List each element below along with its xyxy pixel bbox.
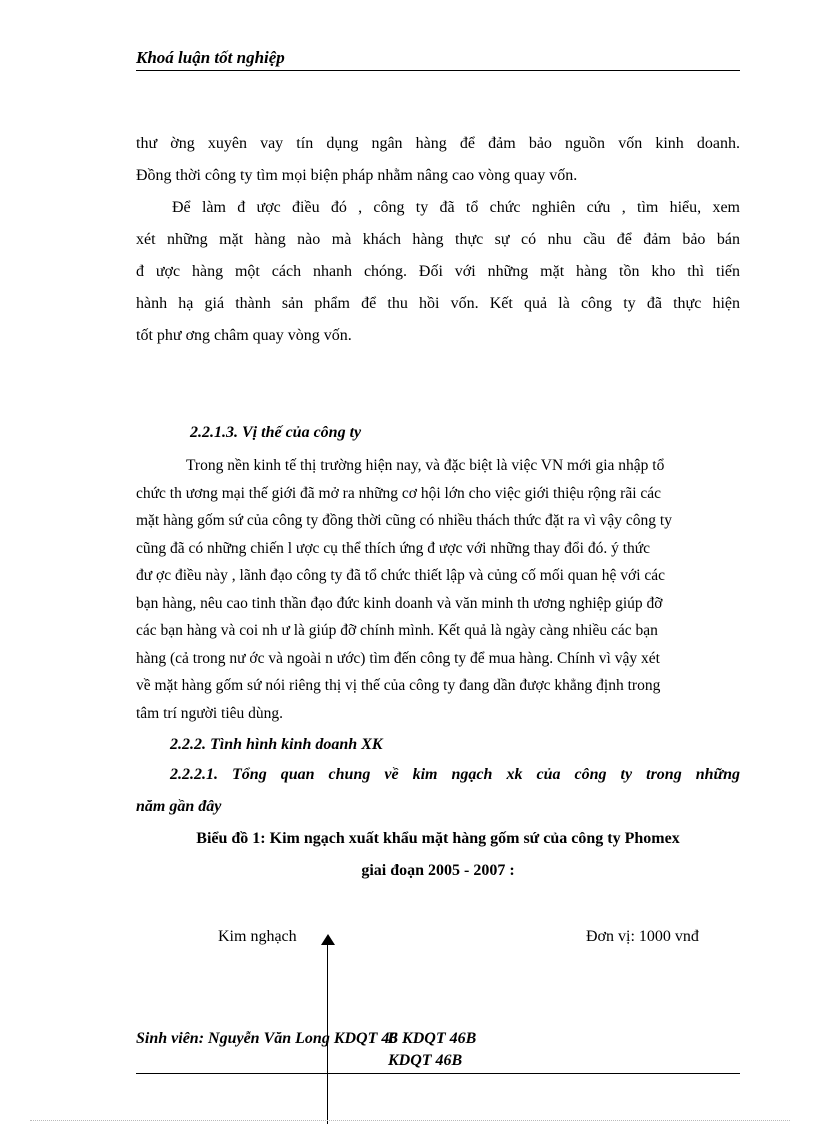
paragraph-capital-turnover bbox=[136, 128, 740, 352]
text-line: Đồng thời công ty tìm mọi biện pháp nhằm nâng cao vòng quay vốn. bbox=[136, 167, 578, 184]
section-heading-2213: 2.2.1.3. Vị thế của công ty bbox=[190, 424, 362, 441]
footer-class-overlap: B KDQT 46B bbox=[387, 1030, 477, 1047]
footer-student-name: Sinh viên: Nguyễn Văn Long KDQT 46 bbox=[136, 1030, 398, 1047]
paragraph-company-position bbox=[136, 452, 740, 727]
text-line: chức th ương mại thế giới đã mở ra những cơ hội lớn cho việc giới thiệu rộng rãi các bbox=[136, 484, 662, 502]
figure-subtitle: giai đoạn 2005 - 2007 : bbox=[361, 862, 515, 879]
footer-rule bbox=[136, 1073, 740, 1074]
text-line: tâm trí người tiêu dùng. bbox=[136, 704, 284, 722]
text-line: tốt phư ơng châm quay vòng vốn. bbox=[136, 327, 352, 344]
text-line: Để làm đ ược điều đó , công ty đã tổ chức nghiên cứu , tìm hiểu, xem bbox=[172, 199, 740, 216]
text-line: đư ợc điều này , lãnh đạo công ty đã tổ chức thiết lập và củng cố mối quan hệ với các bbox=[136, 567, 666, 584]
text-line: thư ờng xuyên vay tín dụng ngân hàng để đảm bảo nguồn vốn kinh doanh. bbox=[136, 135, 740, 152]
section-heading-2221: 2.2.2.1. Tổng quan chung về kim ngạch xk của công ty trong những bbox=[170, 766, 740, 783]
text-line: mặt hàng gốm sứ của công ty đồng thời cũng có nhiều thách thức đặt ra vì vậy công ty bbox=[136, 512, 672, 529]
text-line: đ ược hàng một cách nhanh chóng. Đối với những mặt hàng tồn kho thì tiến bbox=[136, 263, 740, 280]
text-line: hàng (cả trong nư ớc và ngoài n ước) tìm đến công ty để mua hàng. Chính vì vậy xét bbox=[136, 649, 660, 667]
section-heading-222: 2.2.2. Tình hình kinh doanh XK bbox=[170, 736, 383, 753]
figure-title: Biểu đồ 1: Kim ngạch xuất khẩu mặt hàng gốm sứ của công ty Phomex bbox=[196, 830, 680, 847]
text-line: bạn hàng, nêu cao tinh thần đạo đức kinh doanh và văn minh th ương nghiệp giúp đỡ bbox=[136, 594, 663, 612]
text-line: hành hạ giá thành sản phẩm để thu hồi vốn. Kết quả là công ty đã thực hiện bbox=[136, 295, 740, 312]
page-header-title: Khoá luận tốt nghiệp bbox=[136, 48, 285, 67]
text-line: cũng đã có những chiến l ược cụ thể thích ứng đ ược với những thay đổi đó. ý thức bbox=[136, 539, 651, 557]
y-axis-arrow-icon bbox=[321, 934, 335, 945]
text-line: Trong nền kinh tế thị trường hiện nay, và đặc biệt là việc VN mới gia nhập tổ bbox=[186, 457, 665, 474]
text-line: các bạn hàng và coi nh ư là giúp đỡ chính mình. Kết quả là ngày càng nhiều các bạn bbox=[136, 622, 658, 639]
section-heading-2221-cont: năm gần đây bbox=[136, 798, 222, 815]
text-line: về mặt hàng gốm sứ nói riêng thị vị thế của công ty đang dần được khẳng định trong bbox=[136, 677, 661, 694]
footer-student bbox=[136, 1030, 476, 1048]
unit-label: Đơn vị: 1000 vnđ bbox=[586, 928, 699, 945]
y-axis-label: Kim nghạch bbox=[218, 928, 297, 945]
text-line: xét những mặt hàng nào mà khách hàng thực sự có nhu cầu để đảm bảo bán bbox=[136, 231, 740, 248]
footer-class: KDQT 46B bbox=[388, 1052, 463, 1069]
page-edge-dots bbox=[30, 1120, 790, 1121]
header-rule bbox=[136, 70, 740, 71]
